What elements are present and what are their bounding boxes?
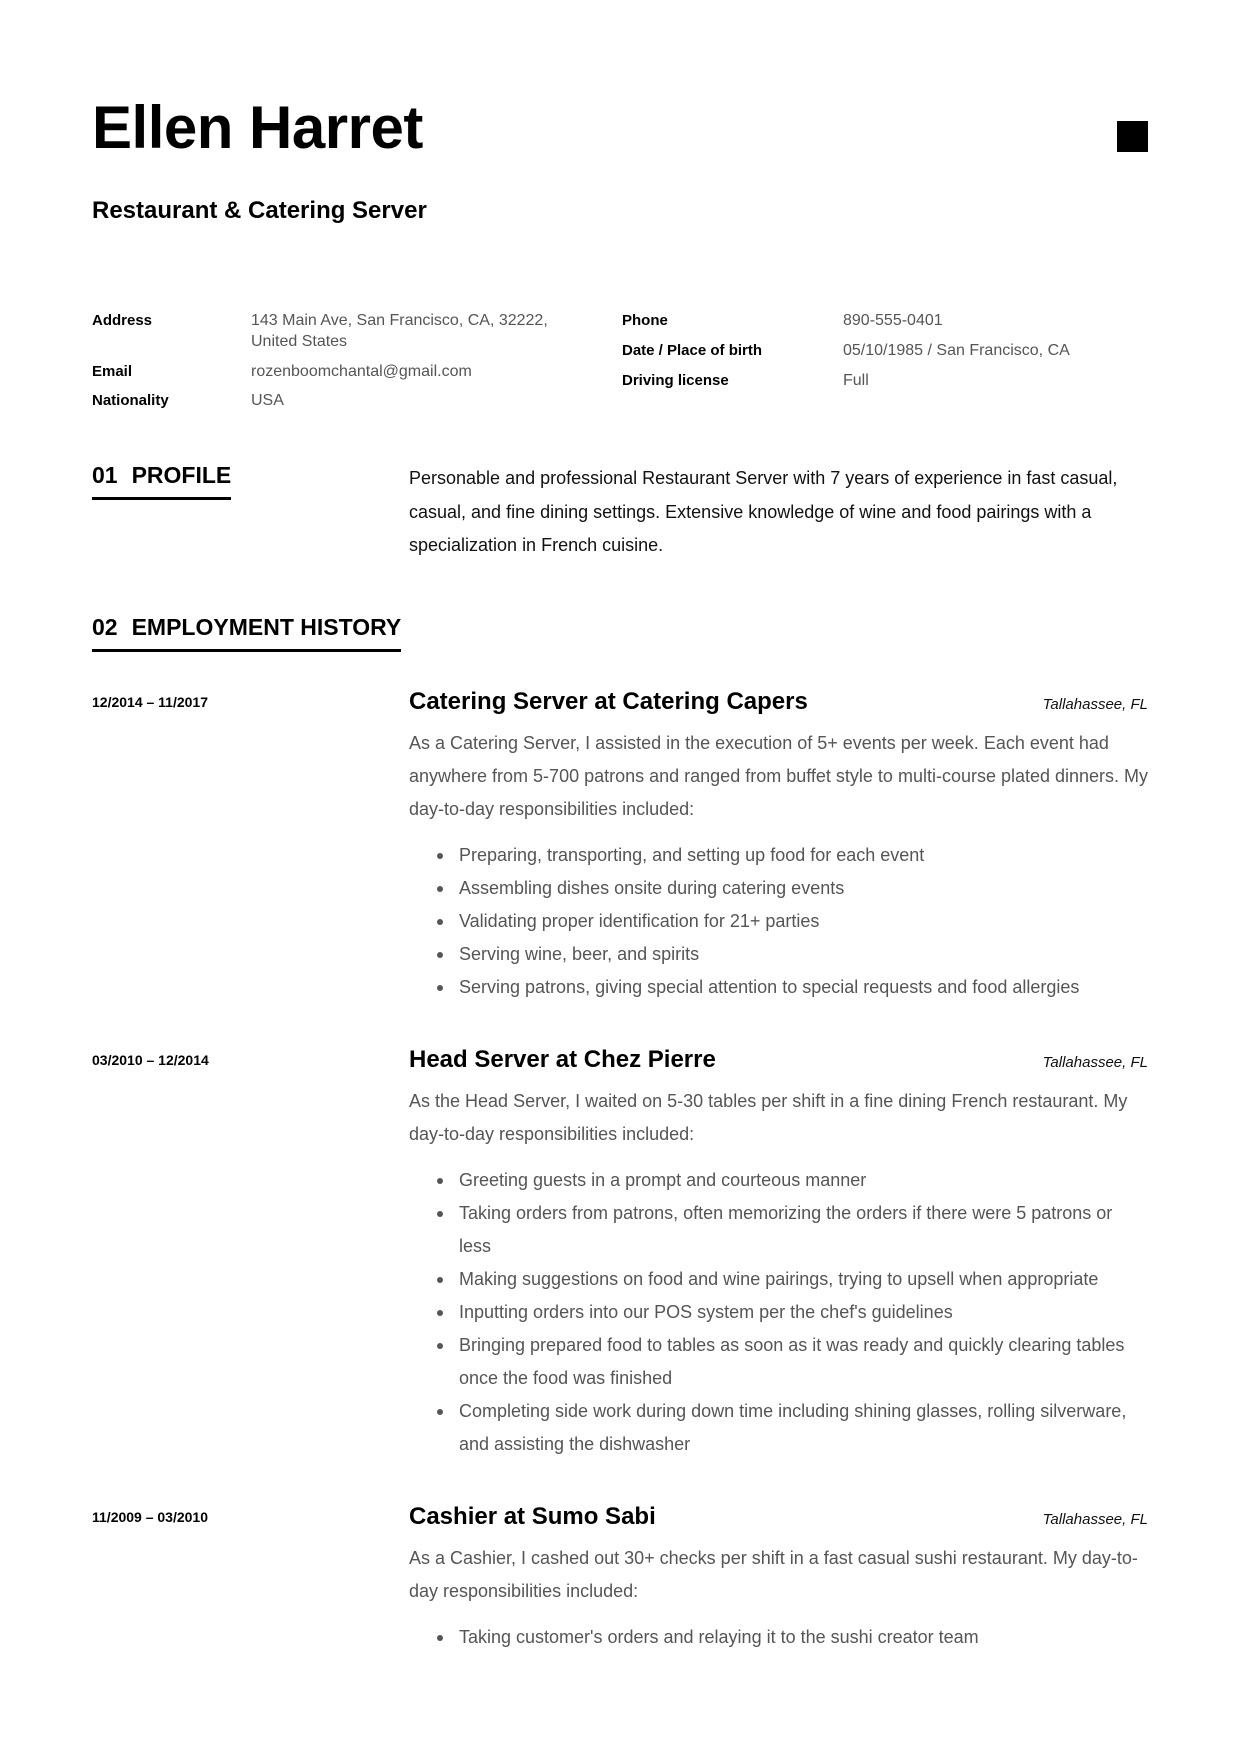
- detail-value: Full: [843, 371, 869, 389]
- list-item: Assembling dishes onsite during catering events: [409, 872, 1149, 905]
- list-item: Serving wine, beer, and spirits: [409, 938, 1149, 971]
- job-role: Head Server at Chez Pierre: [409, 1046, 716, 1073]
- detail-label: Address: [92, 312, 153, 329]
- list-item: Bringing prepared food to tables as soon as it was ready and quickly clearing tables once the food was finished: [409, 1329, 1149, 1395]
- detail-value: rozenboomchantal@gmail.com: [251, 362, 472, 380]
- list-item: Validating proper identification for 21+ parties: [409, 905, 1149, 938]
- personal-details-left: [92, 311, 571, 421]
- job-responsibilities: [409, 1164, 1149, 1461]
- detail-value: USA: [251, 392, 284, 410]
- job-role: Catering Server at Catering Capers: [409, 688, 808, 715]
- candidate-name: Ellen Harret: [92, 94, 423, 161]
- detail-value: 890-555-0401: [843, 312, 943, 329]
- job-responsibilities: [409, 839, 1149, 1004]
- section-heading-profile: [92, 464, 231, 500]
- list-item: Greeting guests in a prompt and courteous manner: [409, 1164, 1149, 1197]
- detail-value: 143 Main Ave, San Francisco, CA, 32222, United States: [251, 312, 548, 350]
- list-item: Making suggestions on food and wine pairings, trying to upsell when appropriate: [409, 1263, 1149, 1296]
- job-header: [409, 1046, 1148, 1074]
- detail-label: Phone: [622, 312, 668, 329]
- list-item: Serving patrons, giving special attention to special requests and food allergies: [409, 971, 1149, 1004]
- detail-birth: [622, 341, 1070, 362]
- detail-label: Email: [92, 362, 133, 380]
- detail-nationality: [92, 391, 571, 412]
- detail-phone: [622, 311, 1070, 332]
- job-dates: 03/2010 – 12/2014: [92, 1052, 209, 1068]
- list-item: Preparing, transporting, and setting up food for each event: [409, 839, 1149, 872]
- profile-summary: Personable and professional Restaurant Server with 7 years of experience in fast casual, casual, and fine dining settings. Extensive knowledge of wine and food pairings with a specialization in French cuisine.: [409, 468, 1118, 555]
- detail-label: Driving license: [622, 371, 729, 389]
- detail-email: [92, 362, 571, 383]
- personal-details-right: [622, 311, 1070, 400]
- detail-value: 05/10/1985 / San Francisco, CA: [843, 341, 1070, 359]
- job-description: As a Catering Server, I assisted in the execution of 5+ events per week. Each event had anywhere from 5-700 patrons and ranged from buffet style to multi-course plated dinners. My day-to-day responsibilities included:: [409, 733, 1149, 819]
- job-header: [409, 688, 1148, 716]
- job-role: Cashier at Sumo Sabi: [409, 1503, 656, 1530]
- list-item: Taking customer's orders and relaying it to the sushi creator team: [409, 1621, 1149, 1654]
- decorative-square-icon: [1117, 121, 1148, 152]
- section-title: PROFILE: [131, 462, 232, 488]
- list-item: Completing side work during down time including shining glasses, rolling silverware, and assisting the dishwasher: [409, 1395, 1149, 1461]
- job-location: Tallahassee, FL: [1042, 1054, 1148, 1071]
- job-location: Tallahassee, FL: [1042, 696, 1148, 713]
- job-responsibilities: [409, 1621, 1149, 1654]
- detail-driving-license: [622, 371, 1070, 392]
- job-location: Tallahassee, FL: [1042, 1511, 1148, 1528]
- job-dates: 12/2014 – 11/2017: [92, 694, 209, 710]
- candidate-title: Restaurant & Catering Server: [92, 197, 427, 224]
- section-number: 02: [92, 614, 118, 640]
- list-item: Taking orders from patrons, often memorizing the orders if there were 5 patrons or less: [409, 1197, 1149, 1263]
- detail-label: Nationality: [92, 392, 169, 410]
- section-title: EMPLOYMENT HISTORY: [131, 614, 402, 640]
- job-description: As a Cashier, I cashed out 30+ checks per shift in a fast casual sushi restaurant. My day-to-day responsibilities included:: [409, 1548, 1138, 1601]
- detail-address: [92, 311, 571, 353]
- detail-label: Date / Place of birth: [622, 341, 763, 359]
- job-description: As the Head Server, I waited on 5-30 tables per shift in a fine dining French restaurant. My day-to-day responsibilities included:: [409, 1091, 1128, 1144]
- section-number: 01: [92, 462, 118, 488]
- job-dates: 11/2009 – 03/2010: [92, 1509, 209, 1525]
- section-heading-employment: [92, 616, 401, 652]
- job-header: [409, 1503, 1148, 1531]
- list-item: Inputting orders into our POS system per the chef's guidelines: [409, 1296, 1149, 1329]
